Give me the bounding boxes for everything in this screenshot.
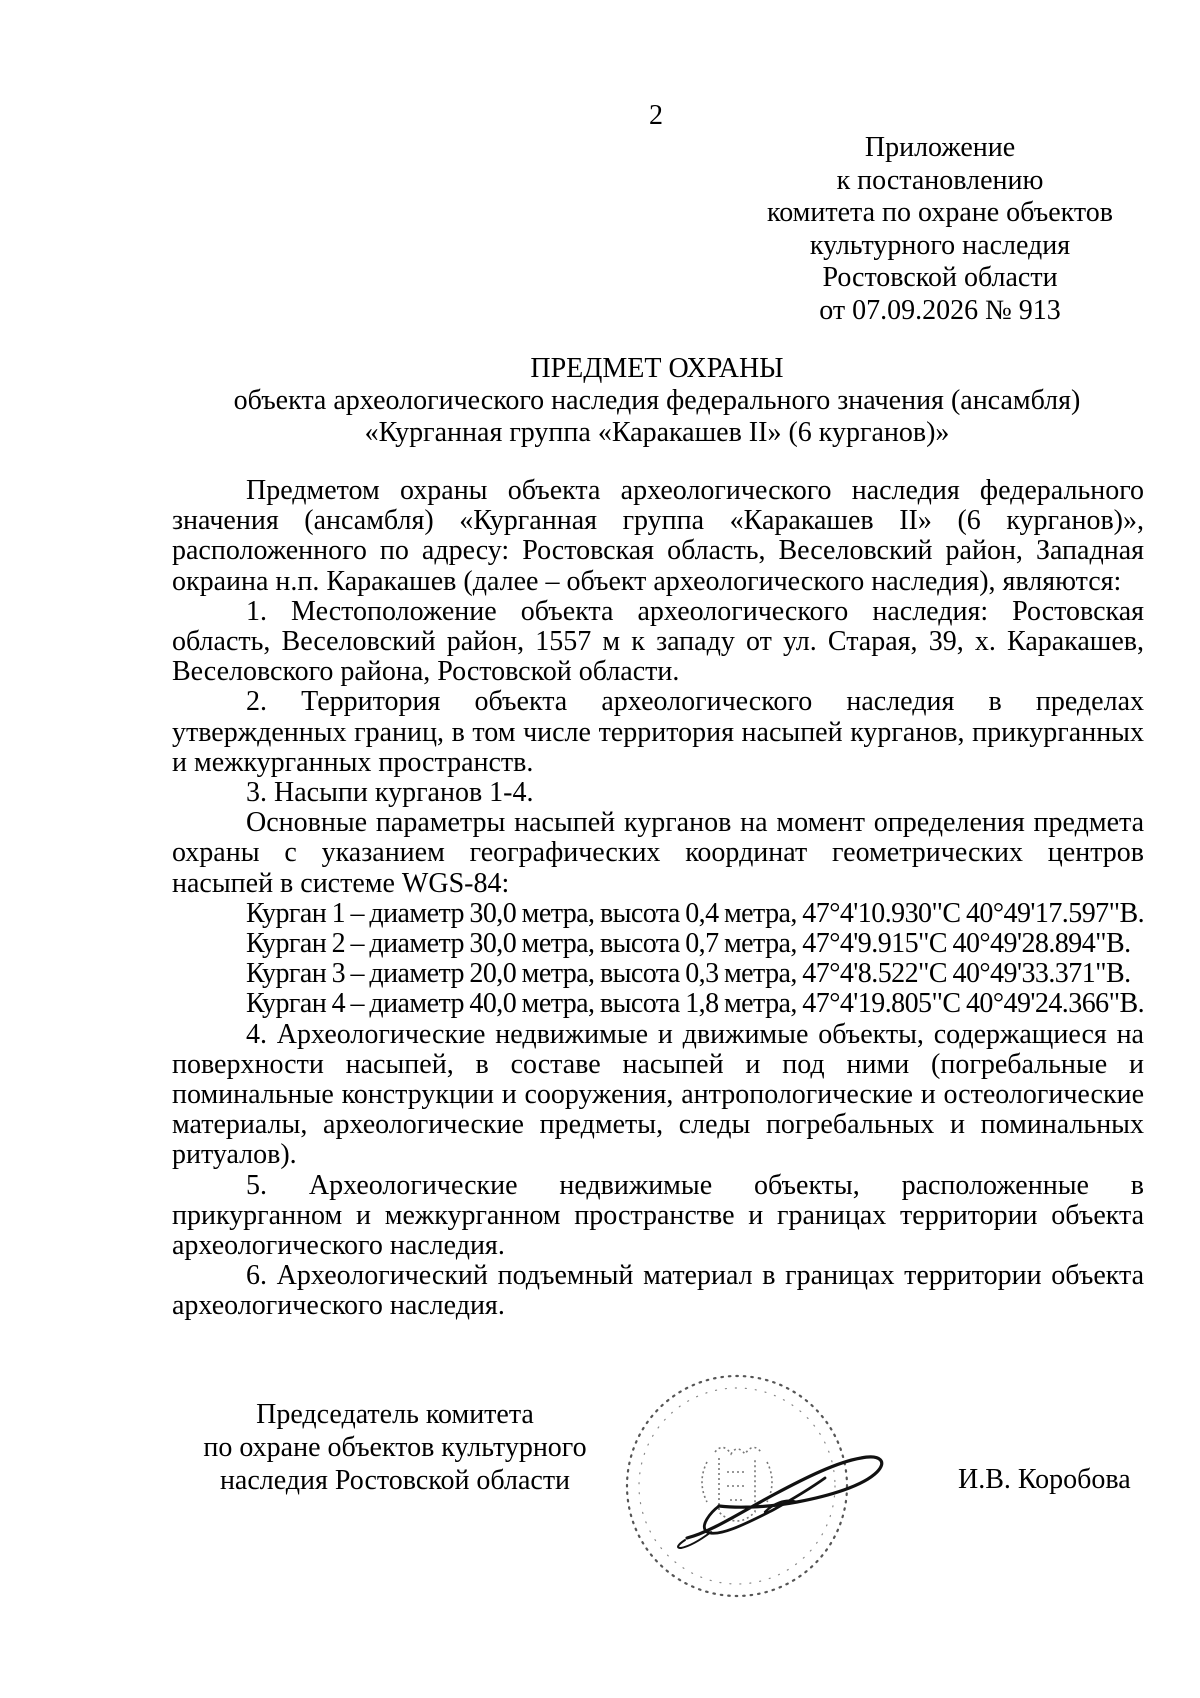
- signatory-position-line: Председатель комитета: [256, 1399, 534, 1430]
- signature-stroke: [678, 1457, 882, 1548]
- document-subtitle-line: объекта археологического наследия федерального значения (ансамбля): [233, 385, 1081, 416]
- signatory-position: [180, 1398, 610, 1497]
- mound-entry: Курган 1 – диаметр 30,0 метра, высота 0,4 метра, 47°4'10.930"С 40°49'17.597"В.: [246, 897, 1145, 929]
- appendix-line: к постановлению: [836, 164, 1044, 196]
- document-heading: [172, 353, 1142, 449]
- mound-entry: Курган 2 – диаметр 30,0 метра, высота 0,7 метра, 47°4'9.915"С 40°49'28.894"В.: [246, 928, 1131, 960]
- item-surface-material: 6. Археологический подъемный материал в границах территории объекта археологического наследия.: [172, 1260, 1144, 1322]
- signatory-position-line: по охране объектов культурного: [203, 1432, 587, 1463]
- item-immovable-objects: 5. Археологические недвижимые объекты, расположенные в прикурганном и межкурганном пространстве и границах территории объекта археологического наследия.: [172, 1169, 1144, 1262]
- signatory-name: И.В. Коробова: [958, 1464, 1131, 1495]
- mound-entry: Курган 4 – диаметр 40,0 метра, высота 1,8 метра, 47°4'19.805"С 40°49'24.366"В.: [246, 988, 1145, 1020]
- document-subtitle-line: «Курганная группа «Каракашев II» (6 курганов)»: [364, 417, 950, 448]
- item-archaeological-objects: 4. Археологические недвижимые и движимые объекты, содержащиеся на поверхности насыпей, в составе насыпей и под ними (погребальные и поминальные конструкции и сооружения, антропологические и остеологические материалы, археологические предметы, следы погребальных и поминальных ритуалов).: [172, 1018, 1144, 1171]
- appendix-date-number: от 07.09.2026 № 913: [819, 294, 1061, 326]
- item-mounds: 3. Насыпи курганов 1-4.: [246, 777, 534, 809]
- mound-parameters-intro: Основные параметры насыпей курганов на момент определения предмета охраны с указанием географических координат геометрических центров насыпей в системе WGS-84:: [172, 807, 1144, 899]
- mound-entry: Курган 3 – диаметр 20,0 метра, высота 0,3 метра, 47°4'8.522"С 40°49'33.371"В.: [246, 958, 1131, 990]
- appendix-line: Приложение: [864, 132, 1016, 163]
- appendix-line: Ростовской области: [822, 262, 1058, 293]
- official-seal-and-signature: [615, 1362, 935, 1608]
- document-title: ПРЕДМЕТ ОХРАНЫ: [530, 353, 784, 384]
- appendix-line: культурного наследия: [809, 229, 1071, 261]
- appendix-block: [740, 132, 1140, 327]
- item-location: 1. Местоположение объекта археологического наследия: Ростовская область, Веселовский район, 1557 м к западу от ул. Старая, 39, х. Каракашев, Веселовского района, Ростовской области.: [172, 595, 1144, 688]
- appendix-line: комитета по охране объектов: [767, 197, 1113, 228]
- signatory-position-line: наследия Ростовской области: [219, 1465, 571, 1496]
- document-body: [172, 476, 1144, 1322]
- page-number: 2: [649, 100, 663, 131]
- intro-paragraph: Предметом охраны объекта археологического наследия федерального значения (ансамбля) «Курганная группа «Каракашев II» (6 курганов)», расположенного по адресу: Ростовская область, Веселовский район, Западная окраина н.п. Каракашев (далее – объект археологического наследия), являются:: [172, 475, 1144, 597]
- item-territory: 2. Территория объекта археологического наследия в пределах утвержденных границ, в том числе территория насыпей курганов, прикурганных и межкурганных пространств.: [172, 686, 1144, 778]
